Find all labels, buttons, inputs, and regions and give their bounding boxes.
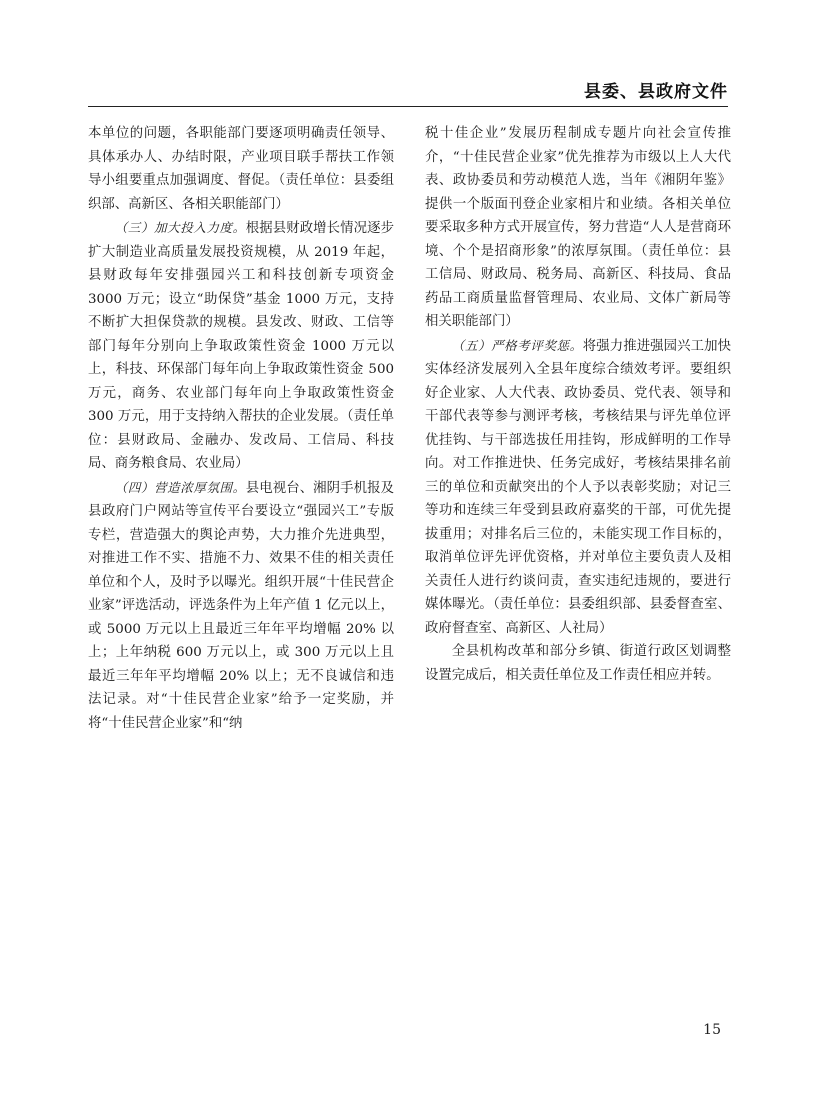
header-title: 县委、县政府文件 [584,82,728,102]
header-rule [88,106,728,107]
left-column [88,122,394,735]
section-heading: （五）严格考评奖惩。 [451,337,583,353]
right-column [425,122,731,687]
page-number: 15 [703,1022,721,1038]
paragraph-body: 根据县财政增长情况逐步扩大制造业高质量发展投资规模，从 2019 年起，县财政每年安排强园兴工和科技创新专项资金 3000 万元；设立“助保贷”基金 1000 万元，支持不断扩大担保贷款的规模。县发改、财政、工信等部门每年分别向上争取政策性资金 1000 万元以上，科技、环保部门每年向上争取政策性资金 500 万元，商务、农业部门每年向上争取政策性资金 300 万元，用于支持纳入帮扶的企业发展。（责任单位：县财政局、金融办、发改局、工信局、科技局、商务粮食局、农业局） [88,221,394,471]
paragraph: 本单位的问题，各职能部门要逐项明确责任领导、具体承办人、办结时限，产业项目联手帮扶工作领导小组要重点加强调度、督促。（责任单位：县委组织部、高新区、各相关职能部门） [88,126,394,212]
paragraph [88,216,394,476]
paragraph: 税十佳企业”发展历程制成专题片向社会宣传推介，“十佳民营企业家”优先推荐为市级以上人大代表、政协委员和劳动模范人选，当年《湘阴年鉴》提供一个版面刊登企业家相片和业绩。各相关单位要采取多种方式开展宣传，努力营造“人人是营商环境、个个是招商形象”的浓厚氛围。（责任单位：县工信局、财政局、税务局、高新区、科技局、食品药品工商质量监督管理局、农业局、文体广新局等相关职能部门） [425,126,731,329]
paragraph: 全县机构改革和部分乡镇、街道行政区划调整设置完成后，相关责任单位及工作责任相应并转。 [425,644,731,683]
paragraph-body: 将强力推进强园兴工加快实体经济发展列入全县年度综合绩效考评。要组织好企业家、人大代表、政协委员、党代表、领导和干部代表等参与测评考核，考核结果与评先单位评优挂钩、与干部选拔任用挂钩，形成鲜明的工作导向。对工作推进快、任务完成好，考核结果排名前三的单位和贡献突出的个人予以表彰奖励；对记三等功和连续三年受到县政府嘉奖的干部，可优先提拔重用；对排名后三位的，未能实现工作目标的，取消单位评先评优资格，并对单位主要负责人及相关责任人进行约谈问责，查实违纪违规的，要进行媒体曝光。（责任单位：县委组织部、县委督查室、政府督查室、高新区、人社局） [425,338,731,636]
section-heading: （四）营造浓厚氛围。 [114,479,246,495]
section-heading: （三）加大投入力度。 [114,220,246,235]
paragraph [425,334,731,641]
paragraph [88,476,394,736]
paragraph-body: 县电视台、湘阴手机报及县政府门户网站等宣传平台要设立“强园兴工”专版专栏，营造强大的舆论声势，大力推介先进典型，对推进工作不实、措施不力、效果不佳的相关责任单位和个人，及时予以曝光。组织开展“十佳民营企业家”评选活动，评选条件为上年产值 1 亿元以上，或 5000 万元以上且最近三年年平均增幅 20% 以上；上年纳税 600 万元以上，或 300 万元以上且最近三年年平均增幅 20% 以上；无不良诚信和违法记录。对“十佳民营企业家”给予一定奖励，并将“十佳民营企业家”和“纳 [88,480,394,731]
